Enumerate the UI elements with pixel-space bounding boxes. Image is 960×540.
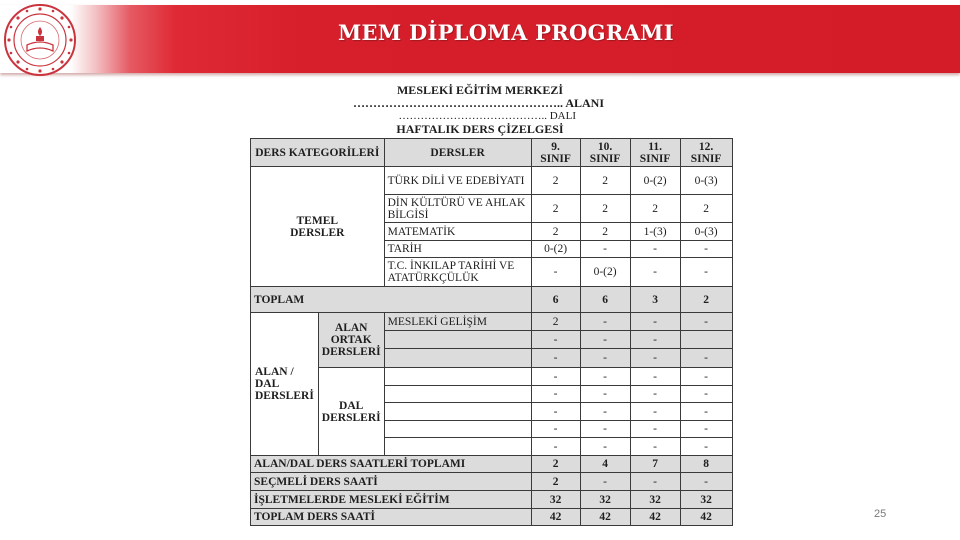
- course-name: TÜRK DİLİ VE EDEBİYATI: [384, 167, 531, 195]
- cell-g10: -: [580, 473, 630, 491]
- cell-g9: -: [531, 421, 580, 438]
- cell-g10: 2: [580, 195, 630, 223]
- cell-g12: 2: [680, 195, 732, 223]
- header-grade-9: 9. SINIF: [531, 139, 580, 167]
- cell-g10: 0-(2): [580, 258, 630, 287]
- cell-g10: -: [580, 241, 630, 258]
- summary-label: ALAN/DAL DERS SAATLERİ TOPLAMI: [251, 456, 532, 473]
- cell-g10: -: [580, 368, 630, 386]
- course-name: DİN KÜLTÜRÜ VE AHLAK BİLGİSİ: [384, 195, 531, 223]
- summary-label: TOPLAM DERS SAATİ: [251, 509, 532, 526]
- cell-g11: -: [630, 331, 680, 349]
- cell-g10: -: [580, 438, 630, 456]
- cell-g9: -: [531, 258, 580, 287]
- course-name: TARİH: [384, 241, 531, 258]
- cell-g9: -: [531, 368, 580, 386]
- cell-g11: -: [630, 368, 680, 386]
- cell-g9: -: [531, 386, 580, 403]
- cell-g10: 42: [580, 509, 630, 526]
- page-title: MEM DİPLOMA PROGRAMI: [338, 20, 674, 45]
- cell-g12: -: [680, 368, 732, 386]
- course-name: [384, 386, 531, 403]
- table-header-row: [251, 139, 733, 167]
- summary-row: [251, 509, 733, 526]
- header-grade-11: 11. SINIF: [630, 139, 680, 167]
- cell-g11: -: [630, 403, 680, 421]
- header-grade-12: 12. SINIF: [680, 139, 732, 167]
- total-row: [251, 287, 733, 313]
- cell-g11: -: [630, 349, 680, 368]
- cell-g11: 3: [630, 287, 680, 313]
- cell-g12: -: [680, 313, 732, 331]
- cell-g9: -: [531, 331, 580, 349]
- course-name: MATEMATİK: [384, 223, 531, 241]
- cell-g12: 32: [680, 491, 732, 509]
- cell-g12: -: [680, 421, 732, 438]
- cell-g12: -: [680, 403, 732, 421]
- cell-g9: 0-(2): [531, 241, 580, 258]
- cell-g9: 32: [531, 491, 580, 509]
- category-alan-dal: ALAN / DAL DERSLERİ: [251, 313, 319, 456]
- cell-g12: 2: [680, 287, 732, 313]
- cell-g12: 0-(3): [680, 223, 732, 241]
- cell-g12: -: [680, 386, 732, 403]
- cell-g11: 0-(2): [630, 167, 680, 195]
- page-number: 25: [874, 508, 887, 520]
- course-name: MESLEKİ GELİŞİM: [384, 313, 531, 331]
- cell-g11: 7: [630, 456, 680, 473]
- total-label: TOPLAM: [251, 287, 532, 313]
- cell-g10: 2: [580, 223, 630, 241]
- cell-g10: -: [580, 403, 630, 421]
- meb-seal-icon: [3, 3, 77, 77]
- header-category: DERS KATEGORİLERİ: [251, 139, 385, 167]
- cell-g9: 2: [531, 167, 580, 195]
- cell-g9: -: [531, 403, 580, 421]
- cell-g10: -: [580, 331, 630, 349]
- course-name: [384, 421, 531, 438]
- cell-g9: -: [531, 438, 580, 456]
- summary-row: [251, 456, 733, 473]
- cell-g10: -: [580, 313, 630, 331]
- cell-g12: -: [680, 438, 732, 456]
- course-name: T.C. İNKILAP TARİHİ VE ATATÜRKÇÜLÜK: [384, 258, 531, 287]
- cell-g12: [680, 331, 732, 349]
- summary-label: İŞLETMELERDE MESLEKİ EĞİTİM: [251, 491, 532, 509]
- table-row: [251, 313, 733, 331]
- doc-heading-schedule: HAFTALIK DERS ÇİZELGESİ: [396, 122, 564, 136]
- cell-g10: -: [580, 386, 630, 403]
- summary-label: SEÇMELİ DERS SAATİ: [251, 473, 532, 491]
- course-name: [384, 368, 531, 386]
- cell-g10: 2: [580, 167, 630, 195]
- cell-g11: -: [630, 473, 680, 491]
- cell-g11: 42: [630, 509, 680, 526]
- cell-g10: 6: [580, 287, 630, 313]
- category-temel: TEMEL DERSLER: [251, 167, 385, 287]
- cell-g11: -: [630, 386, 680, 403]
- subcategory-dal: DAL DERSLERİ: [318, 368, 384, 456]
- cell-g11: -: [630, 313, 680, 331]
- cell-g10: -: [580, 421, 630, 438]
- summary-row: [251, 473, 733, 491]
- course-name: [384, 331, 531, 349]
- cell-g9: 2: [531, 456, 580, 473]
- header-grade-10: 10. SINIF: [580, 139, 630, 167]
- summary-row: [251, 491, 733, 509]
- cell-g11: 1-(3): [630, 223, 680, 241]
- cell-g9: 2: [531, 195, 580, 223]
- cell-g10: 32: [580, 491, 630, 509]
- course-name: [384, 438, 531, 456]
- cell-g12: -: [680, 349, 732, 368]
- cell-g11: -: [630, 421, 680, 438]
- cell-g11: 32: [630, 491, 680, 509]
- weekly-schedule-table: [250, 138, 733, 526]
- cell-g10: -: [580, 349, 630, 368]
- table-row: [251, 167, 733, 195]
- cell-g9: 2: [531, 473, 580, 491]
- course-name: [384, 349, 531, 368]
- cell-g12: 8: [680, 456, 732, 473]
- cell-g12: 42: [680, 509, 732, 526]
- doc-heading-center: MESLEKİ EĞİTİM MERKEZİ: [396, 83, 564, 97]
- cell-g12: -: [680, 258, 732, 287]
- cell-g12: -: [680, 473, 732, 491]
- cell-g11: -: [630, 438, 680, 456]
- cell-g9: 42: [531, 509, 580, 526]
- cell-g9: 2: [531, 223, 580, 241]
- cell-g10: 4: [580, 456, 630, 473]
- cell-g9: -: [531, 349, 580, 368]
- cell-g12: -: [680, 241, 732, 258]
- cell-g11: -: [630, 258, 680, 287]
- doc-heading-branch: ………………………………….. DALI: [398, 110, 576, 122]
- course-name: [384, 403, 531, 421]
- cell-g11: 2: [630, 195, 680, 223]
- cell-g9: 2: [531, 313, 580, 331]
- cell-g11: -: [630, 241, 680, 258]
- table-row: [251, 368, 733, 386]
- cell-g12: 0-(3): [680, 167, 732, 195]
- doc-heading-field: …………………………………………….. ALANI: [352, 96, 604, 110]
- cell-g9: 6: [531, 287, 580, 313]
- header-courses: DERSLER: [384, 139, 531, 167]
- subcategory-alan-ortak: ALAN ORTAK DERSLERİ: [318, 313, 384, 368]
